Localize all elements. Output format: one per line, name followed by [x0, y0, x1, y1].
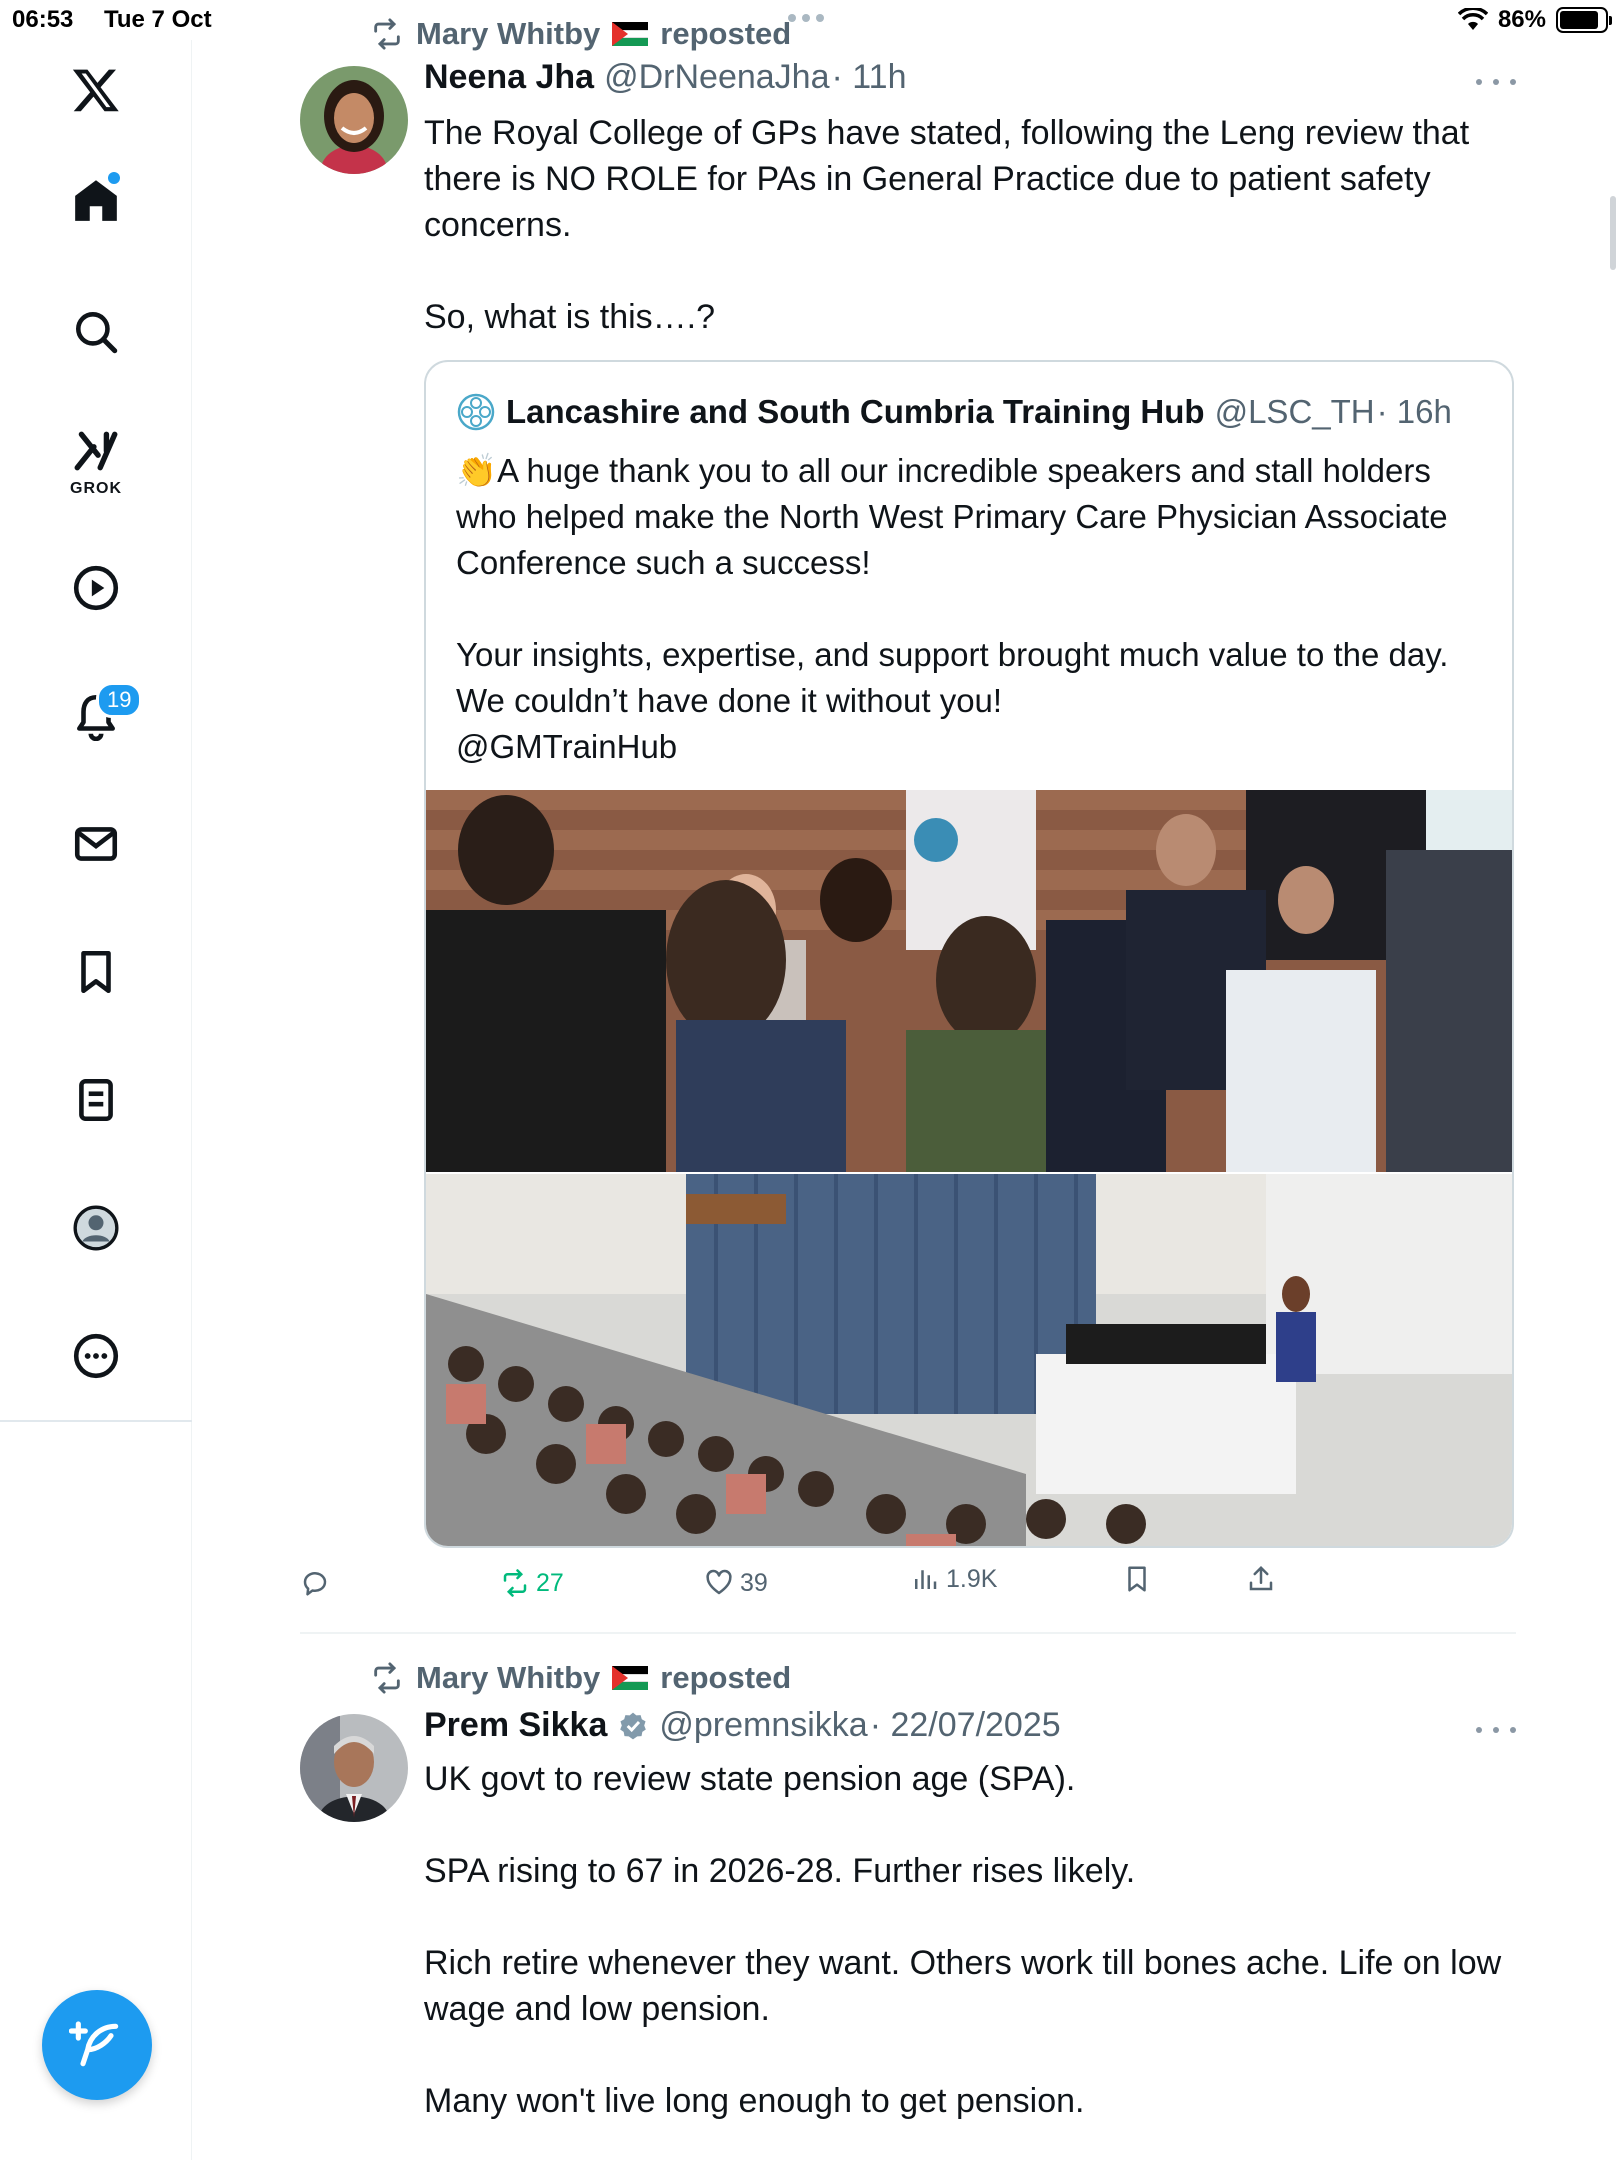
post-paragraph: So, what is this….? [424, 298, 716, 336]
post-actions [300, 1564, 1400, 1608]
post-neena-jha[interactable] [300, 0, 1516, 1640]
repost-user[interactable]: Mary Whitby [416, 16, 601, 51]
post-time[interactable]: · 11h [831, 58, 907, 96]
repost-indicator [370, 16, 791, 52]
quote-time: · 16h [1376, 393, 1452, 430]
bookmark-button[interactable] [1122, 1564, 1152, 1594]
more-options-icon[interactable] [1476, 1720, 1516, 1740]
repost-icon [370, 1661, 404, 1695]
play-icon[interactable] [56, 548, 136, 628]
post-text [424, 1756, 1504, 2124]
repost-user[interactable]: Mary Whitby [416, 1660, 601, 1695]
bookmark-icon [1122, 1564, 1152, 1594]
quote-author-handle[interactable]: @LSC_TH [1214, 393, 1375, 430]
training-hub-logo-icon [456, 392, 496, 432]
timeline [192, 0, 1620, 2160]
battery-percent: 86% [1497, 6, 1546, 33]
quote-paragraph: Your insights, expertise, and support brought much value to the day. We couldn’t have done it without you! @GMTrainHub [456, 636, 1449, 765]
post-header [424, 1706, 1061, 1745]
more-options-icon[interactable] [1476, 72, 1516, 92]
mail-icon[interactable] [56, 804, 136, 884]
more-icon[interactable] [56, 1316, 136, 1396]
palestine-flag-icon [612, 1666, 648, 1690]
reply-button[interactable] [300, 1568, 330, 1598]
sidebar-divider [0, 1420, 192, 1422]
sidebar [0, 40, 192, 2160]
view-count: 1.9K [946, 1564, 998, 1593]
post-prem-sikka[interactable] [300, 1646, 1516, 2160]
post-paragraph: UK govt to review state pension age (SPA). [424, 1760, 1076, 1798]
views-chart-icon [910, 1564, 940, 1594]
notification-badge: 19 [96, 682, 142, 718]
post-paragraph: SPA rising to 67 in 2026-28. Further rises likely. [424, 1852, 1136, 1890]
bookmark-icon[interactable] [56, 932, 136, 1012]
home-icon[interactable] [56, 160, 136, 240]
author-handle[interactable]: @DrNeenaJha [604, 58, 830, 96]
home-unread-dot [108, 172, 120, 184]
share-button[interactable] [1246, 1564, 1276, 1594]
reply-icon [300, 1568, 330, 1598]
retweet-count: 27 [536, 1568, 564, 1597]
verified-badge-icon [617, 1710, 649, 1742]
post-text [424, 110, 1504, 340]
compose-button[interactable] [42, 1990, 152, 2100]
profile-icon[interactable] [56, 1188, 136, 1268]
author-name[interactable]: Neena Jha [424, 58, 595, 96]
author-handle[interactable]: @premnsikka [659, 1706, 868, 1744]
palestine-flag-icon [612, 22, 648, 46]
post-paragraph: The Royal College of GPs have stated, following the Leng review that there is NO ROLE for PAs in General Practice due to patient safety concerns. [424, 114, 1470, 244]
quote-paragraph: 👏A huge thank you to all our incredible speakers and stall holders who helped make the North West Primary Care Physician Associate Conference such a success! [456, 452, 1448, 581]
quote-header [456, 392, 1452, 432]
repost-suffix: reposted [660, 16, 792, 51]
conference-photo-networking[interactable] [426, 790, 1514, 1172]
avatar[interactable] [300, 66, 408, 174]
grok-label: GROK [70, 480, 122, 497]
post-separator [300, 1632, 1516, 1634]
share-icon [1246, 1564, 1276, 1594]
quote-text [456, 448, 1496, 770]
grok-icon[interactable] [56, 420, 136, 500]
feather-plus-icon [69, 2017, 125, 2073]
quote-card[interactable] [424, 360, 1514, 1548]
like-button[interactable] [704, 1568, 768, 1598]
status-time: 06:53 [12, 6, 74, 33]
post-header [424, 58, 906, 97]
x-logo-icon[interactable] [56, 50, 136, 130]
post-paragraph: Many won't live long enough to get pension. [424, 2082, 1085, 2120]
avatar[interactable] [300, 1714, 408, 1822]
bell-icon[interactable] [56, 676, 136, 756]
repost-icon [370, 17, 404, 51]
retweet-icon [500, 1568, 530, 1598]
repost-suffix: reposted [660, 1660, 792, 1695]
author-name[interactable]: Prem Sikka [424, 1706, 608, 1744]
heart-icon [704, 1568, 734, 1598]
scrollbar[interactable] [1610, 196, 1616, 270]
like-count: 39 [740, 1568, 768, 1597]
post-time[interactable]: · 22/07/2025 [869, 1706, 1061, 1744]
list-icon[interactable] [56, 1060, 136, 1140]
retweet-button[interactable] [500, 1568, 564, 1598]
views-button[interactable] [910, 1564, 997, 1594]
repost-indicator [370, 1660, 791, 1696]
post-paragraph: Rich retire whenever they want. Others work till bones ache. Life on low wage and low pension. [424, 1944, 1502, 2028]
status-date: Tue 7 Oct [104, 6, 212, 33]
conference-photo-lecture-hall[interactable] [426, 1174, 1514, 1548]
search-icon[interactable] [56, 292, 136, 372]
quote-author-name[interactable]: Lancashire and South Cumbria Training Hub [506, 393, 1205, 430]
